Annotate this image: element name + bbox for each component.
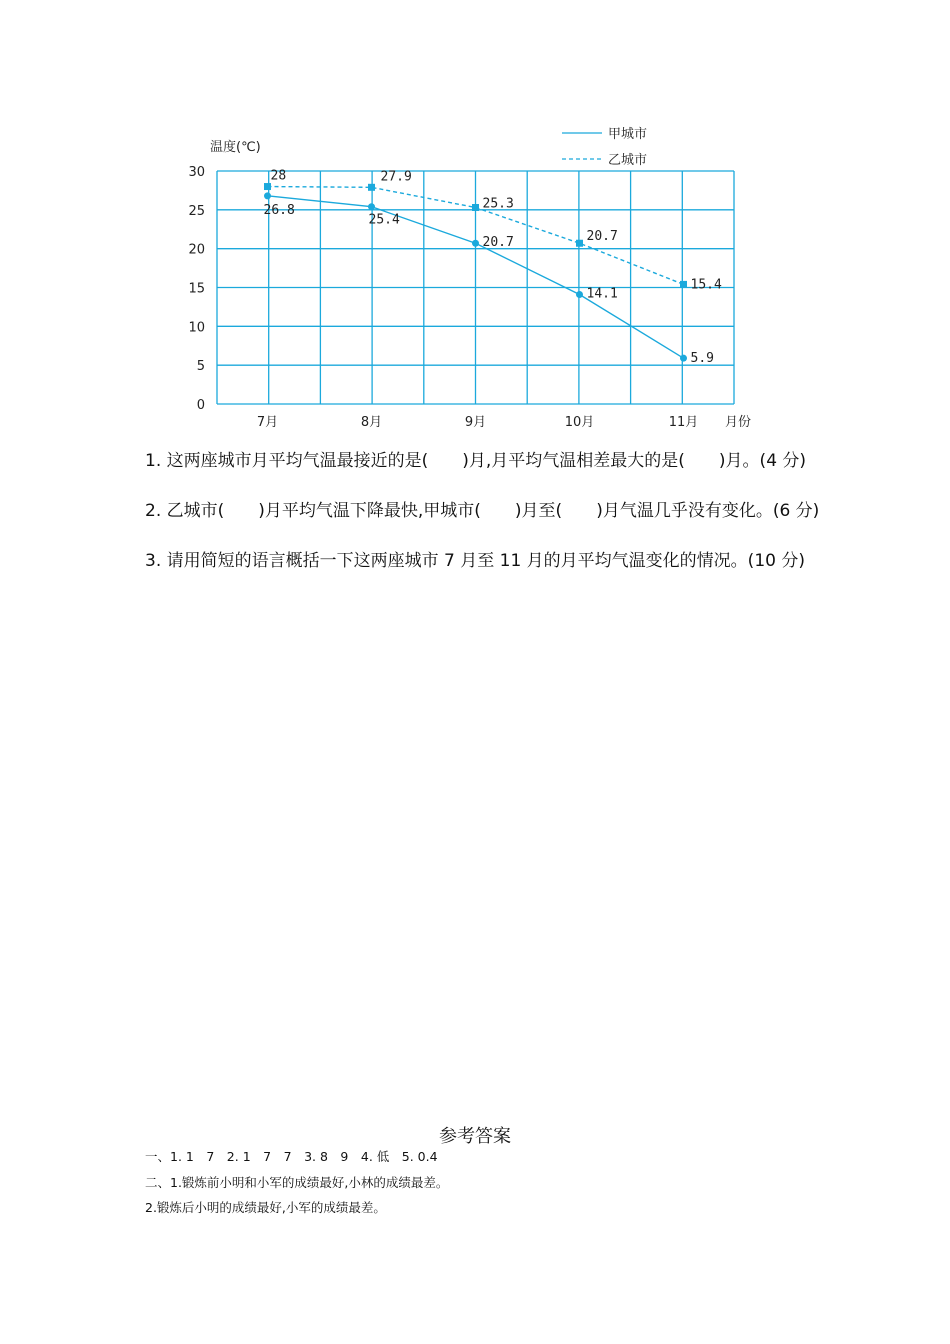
question-1: 1. 这两座城市月平均气温最接近的是( )月,月平均气温相差最大的是( )月。(4 分) bbox=[145, 451, 807, 471]
data-label-乙城市: 20.7 bbox=[586, 229, 618, 245]
answer-line-1: 一、1. 1 7 2. 1 7 7 3. 8 9 4. 低 5. 0.4 bbox=[145, 1149, 438, 1164]
legend-label-乙城市: 乙城市 bbox=[608, 153, 648, 168]
x-tick-label: 10月 bbox=[564, 415, 595, 430]
answer-line-3: 2.锻炼后小明的成绩最好,小军的成绩最差。 bbox=[145, 1200, 386, 1215]
x-axis-label: 月份 bbox=[725, 415, 752, 430]
data-point-乙城市 bbox=[264, 183, 271, 190]
data-label-乙城市: 25.3 bbox=[482, 196, 514, 212]
x-tick-label: 11月 bbox=[668, 415, 699, 430]
chart-series bbox=[264, 169, 722, 367]
answer-title: 参考答案 bbox=[439, 1126, 511, 1147]
data-label-甲城市: 20.7 bbox=[482, 235, 514, 251]
y-tick-label: 30 bbox=[188, 165, 205, 180]
y-axis-label: 温度(℃) bbox=[210, 140, 261, 155]
answer-line-2: 二、1.锻炼前小明和小军的成绩最好,小林的成绩最差。 bbox=[145, 1175, 449, 1190]
data-point-乙城市 bbox=[680, 281, 687, 288]
data-label-乙城市: 28 bbox=[270, 168, 287, 184]
x-tick-label: 9月 bbox=[464, 415, 487, 430]
data-label-甲城市: 5.9 bbox=[690, 351, 714, 367]
data-label-甲城市: 26.8 bbox=[263, 202, 295, 218]
temperature-line-chart bbox=[180, 110, 780, 440]
y-tick-label: 20 bbox=[188, 242, 205, 258]
x-tick-label: 8月 bbox=[360, 415, 383, 430]
chart-legend bbox=[562, 127, 647, 168]
data-point-甲城市 bbox=[576, 291, 583, 298]
y-tick-label: 0 bbox=[196, 398, 205, 413]
question-3: 3. 请用简短的语言概括一下这两座城市 7 月至 11 月的月平均气温变化的情况。(10 分) bbox=[145, 551, 805, 571]
data-label-甲城市: 25.4 bbox=[368, 212, 400, 228]
data-point-甲城市 bbox=[472, 240, 479, 247]
data-label-甲城市: 14.1 bbox=[586, 286, 618, 302]
y-tick-label: 10 bbox=[188, 320, 205, 336]
data-point-甲城市 bbox=[680, 355, 687, 362]
y-tick-label: 25 bbox=[188, 203, 205, 219]
data-point-乙城市 bbox=[368, 184, 375, 191]
x-tick-label: 7月 bbox=[256, 415, 279, 430]
data-label-乙城市: 27.9 bbox=[380, 169, 412, 185]
data-point-乙城市 bbox=[576, 240, 583, 247]
question-2: 2. 乙城市( )月平均气温下降最快,甲城市( )月至( )月气温几乎没有变化。(6 分) bbox=[145, 501, 820, 521]
data-label-乙城市: 15.4 bbox=[690, 277, 722, 293]
data-point-乙城市 bbox=[472, 204, 479, 211]
data-point-甲城市 bbox=[264, 192, 271, 199]
y-tick-label: 5 bbox=[196, 359, 205, 375]
legend-label-甲城市: 甲城市 bbox=[608, 127, 648, 142]
y-tick-label: 15 bbox=[188, 281, 205, 297]
data-point-甲城市 bbox=[368, 203, 375, 210]
